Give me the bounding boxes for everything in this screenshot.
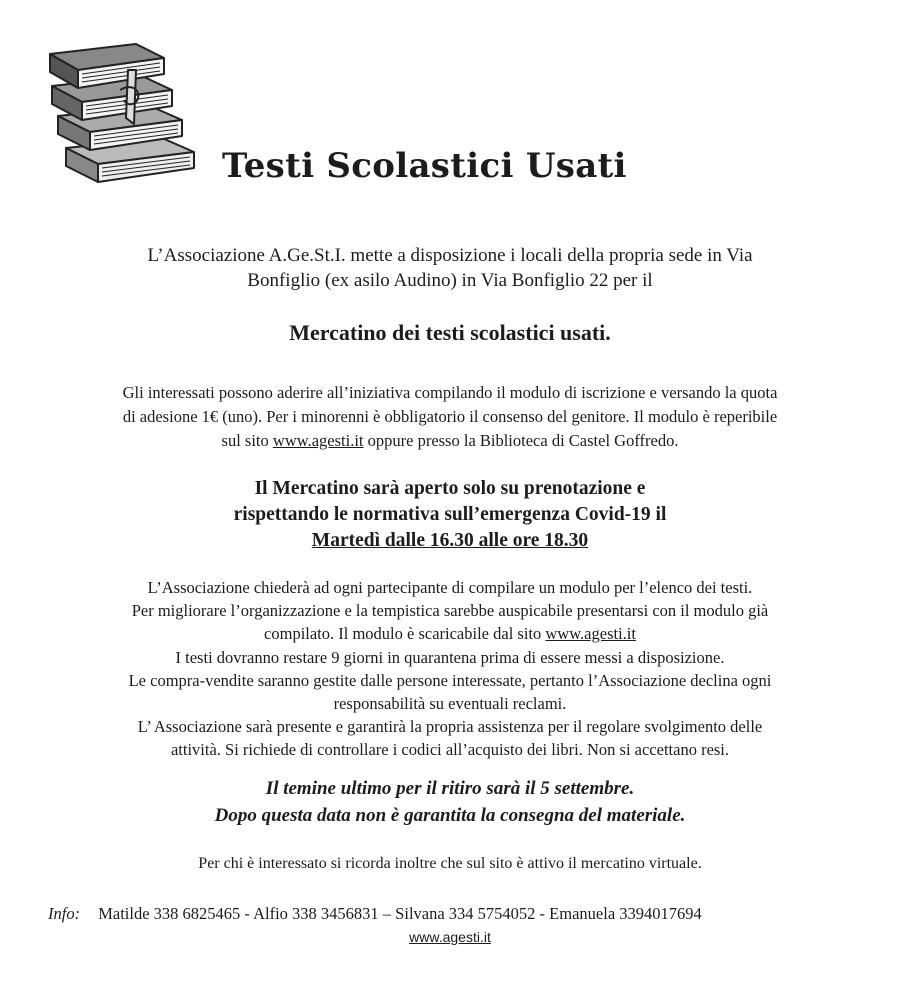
rules-paragraph [30,576,870,762]
intro-line: Bonfiglio (ex asilo Audino) in Via Bonfiglio 22 per il [247,270,653,291]
paragraph-line: Gli interessati possono aderire all’iniziativa compilando il modulo di iscrizione e versando la quota [122,383,778,402]
paragraph-text: oppure presso la Biblioteca di Castel Goffredo. [367,431,679,450]
books-stack-icon [44,40,202,190]
contact-info [48,904,878,924]
paragraph-line [30,429,870,453]
intro-text [30,243,870,293]
paragraph-line: Le compra-vendite saranno gestite dalle persone interessate, pertanto l’Associazione declina ogni [128,670,772,690]
paragraph-text: sul sito [221,431,269,450]
paragraph-line: responsabilità su eventuali reclami. [333,694,567,714]
paragraph-line: di adesione 1€ (uno). Per i minorenni è obbligatorio il consenso del genitore. Il modulo è reperibile [122,407,778,426]
opening-line [30,528,870,554]
deadline-line: Dopo questa data non è garantita la consegna del materiale. [214,805,686,826]
paragraph-line: Per migliorare l’organizzazione e la tempistica sarebbe auspicabile presentarsi con il modulo già [131,601,769,621]
intro-line: L’Associazione A.Ge.St.I. mette a disposizione i locali della propria sede in Via [147,245,753,266]
website-link[interactable]: www.agesti.it [272,431,364,450]
website-link[interactable]: www.agesti.it [409,929,491,945]
opening-line: rispettando le normativa sull’emergenza Covid-19 il [233,504,667,525]
deadline-line: Il temine ultimo per il ritiro sarà il 5 settembre. [265,778,635,799]
page-title: Testi Scolastici Usati [222,146,627,186]
paragraph-line: L’Associazione chiederà ad ogni partecipante di compilare un modulo per l’elenco dei testi. [147,578,753,597]
contact-list: Matilde 338 6825465 - Alfio 338 3456831 – Silvana 334 5754052 - Emanuela 3394017694 [98,904,702,923]
paragraph-line: attività. Si richiede di controllare i codici all’acquisto dei libri. Non si accettano resi. [170,740,730,760]
opening-time: Martedì dalle 16.30 alle ore 18.30 [311,530,589,551]
opening-hours [30,476,870,554]
participation-paragraph [30,381,870,453]
info-label: Info: [48,904,81,923]
virtual-market-note: Per chi è interessato si ricorda inoltre che sul sito è attivo il mercatino virtuale. [198,855,702,872]
deadline-notice [30,775,870,829]
paragraph-line [30,622,870,645]
opening-line: Il Mercatino sarà aperto solo su prenotazione e [254,478,646,499]
paragraph-line: L’ Associazione sarà presente e garantirà la propria assistenza per il regolare svolgimento delle [137,717,763,737]
paragraph-text: compilato. Il modulo è scaricabile dal sito [264,624,542,644]
subtitle: Mercatino dei testi scolastici usati. [289,320,611,345]
paragraph-line: I testi dovranno restare 9 giorni in quarantena prima di essere messi a disposizione. [175,647,725,667]
website-link[interactable]: www.agesti.it [545,624,636,644]
